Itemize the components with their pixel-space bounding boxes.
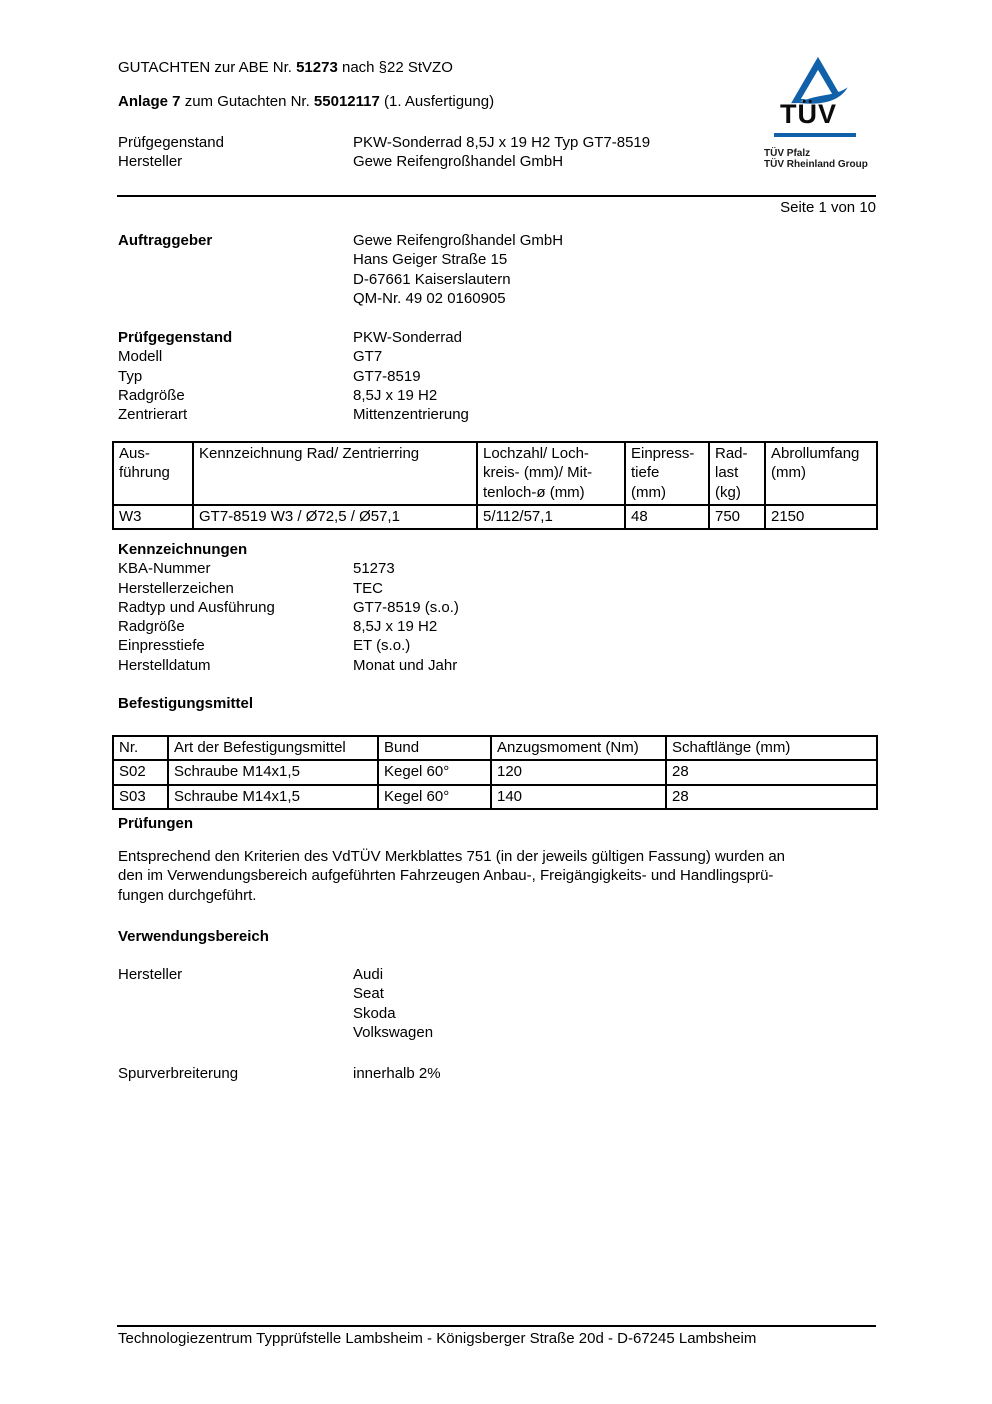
field-value: GT7-8519 (s.o.) xyxy=(353,598,459,616)
table-cell: GT7-8519 W3 / Ø72,5 / Ø57,1 xyxy=(193,505,477,529)
field-label: Prüfgegenstand xyxy=(118,134,224,151)
field-label: Zentrierart xyxy=(118,406,188,424)
table-cell: S03 xyxy=(113,785,168,809)
section-heading-verwendungsbereich: Verwendungsbereich xyxy=(118,928,269,945)
anlage-label: Anlage 7 xyxy=(118,93,181,110)
field-label: Typ xyxy=(118,367,143,385)
tuv-group-label: TÜV Rheinland Group xyxy=(764,159,868,170)
gutachten-number: 55012117 xyxy=(313,93,380,110)
field-value: PKW-Sonderrad xyxy=(353,329,462,346)
column-header: Bund xyxy=(378,736,491,760)
table-cell: Schraube M14x1,5 xyxy=(168,760,378,784)
footer-rule xyxy=(117,1325,876,1327)
section-heading-pruefungen: Prüfungen xyxy=(118,815,193,832)
anlage-mid: zum Gutachten Nr. xyxy=(180,93,314,110)
anlage-suffix: (1. Ausfertigung) xyxy=(379,93,495,110)
field-label: Einpresstiefe xyxy=(118,637,205,655)
column-header: Art der Befestigungsmittel xyxy=(168,736,378,760)
table-cell: 48 xyxy=(625,505,709,529)
section-kennzeichnungen xyxy=(118,540,758,675)
table-row xyxy=(113,785,877,809)
field-value: innerhalb 2% xyxy=(353,1065,441,1082)
table-cell: 28 xyxy=(666,785,877,809)
field-label: Spurverbreiterung xyxy=(118,1065,239,1082)
column-header: Abrollumfang (mm) xyxy=(765,442,877,505)
wheel-spec-table xyxy=(112,441,878,530)
field-value: GT7 xyxy=(353,348,383,366)
footer-address: Technologiezentrum Typprüfstelle Lambsheim - Königsberger Straße 20d - D-67245 Lambsheim xyxy=(118,1330,757,1347)
table-cell: W3 xyxy=(113,505,193,529)
title-suffix: nach §22 StVZO xyxy=(337,59,453,76)
tuv-pfalz-label: TÜV Pfalz xyxy=(764,148,811,159)
table-header-row xyxy=(113,736,877,760)
table-row xyxy=(113,760,877,784)
field-label: Modell xyxy=(118,348,163,366)
table-cell: 28 xyxy=(666,760,877,784)
field-value: GT7-8519 xyxy=(353,367,421,385)
field-label: Radtyp und Ausführung xyxy=(118,598,275,616)
abe-number: 51273 xyxy=(296,59,338,76)
field-value: Mittenzentrierung xyxy=(353,406,469,424)
tuv-wordmark: TÜV xyxy=(780,99,837,129)
fastener-table xyxy=(112,735,878,810)
field-value: PKW-Sonderrad 8,5J x 19 H2 Typ GT7-8519 xyxy=(353,134,651,151)
manufacturer-list: Audi Seat Skoda Volkswagen xyxy=(353,966,434,1041)
field-value: 51273 xyxy=(353,560,395,578)
field-value: 8,5J x 19 H2 xyxy=(353,386,438,404)
field-label: Radgröße xyxy=(118,618,185,636)
column-header: Anzugsmoment (Nm) xyxy=(491,736,666,760)
column-header: Lochzahl/ Loch- kreis- (mm)/ Mit- tenloch-ø (mm) xyxy=(477,442,625,505)
doc-title-line1 xyxy=(118,58,778,77)
header-rule xyxy=(117,195,876,197)
field-label: Hersteller xyxy=(118,153,183,171)
table-cell: Schraube M14x1,5 xyxy=(168,785,378,809)
section-heading-befestigungsmittel: Befestigungsmittel xyxy=(118,695,254,712)
table-cell: 120 xyxy=(491,760,666,784)
field-label: KBA-Nummer xyxy=(118,560,211,578)
column-header: Rad- last (kg) xyxy=(709,442,765,505)
verwendungsbereich-spur xyxy=(118,1064,758,1083)
tuv-triangle-icon xyxy=(786,55,850,105)
column-header: Nr. xyxy=(113,736,168,760)
field-value: Monat und Jahr xyxy=(353,656,458,674)
table-cell: S02 xyxy=(113,760,168,784)
field-value: Gewe Reifengroßhandel GmbH xyxy=(353,153,564,171)
pruefungen-paragraph: Entsprechend den Kriterien des VdTÜV Merkblattes 751 (in der jeweils gültigen Fassung) wurden an den im Verwendungsbereich aufgeführten Fahrzeugen Anbau-, Freigängigkeits- und Handlingsprü- fungen durchgeführt. xyxy=(118,848,786,904)
field-label: Radgröße xyxy=(118,386,185,404)
column-header: Kennzeichnung Rad/ Zentrierring xyxy=(193,442,477,505)
table-cell: Kegel 60° xyxy=(378,785,491,809)
table-cell: 5/112/57,1 xyxy=(477,505,625,529)
page-number: Seite 1 von 10 xyxy=(780,199,876,216)
field-label: Herstellerzeichen xyxy=(118,579,234,597)
table-cell: Kegel 60° xyxy=(378,760,491,784)
field-label: Hersteller xyxy=(118,966,183,983)
verwendungsbereich-hersteller xyxy=(118,965,758,1042)
tuv-logo xyxy=(762,55,878,173)
section-heading: Kennzeichnungen xyxy=(118,541,248,558)
column-header: Einpress- tiefe (mm) xyxy=(625,442,709,505)
client-address: Gewe Reifengroßhandel GmbH Hans Geiger Straße 15 D-67661 Kaiserslautern QM-Nr. 49 02 0160905 xyxy=(353,232,564,307)
table-cell: 140 xyxy=(491,785,666,809)
section-pruefgegenstand xyxy=(118,328,758,424)
field-value: 8,5J x 19 H2 xyxy=(353,618,438,636)
section-auftraggeber xyxy=(118,231,758,308)
header-subject-block xyxy=(118,133,758,172)
column-header: Schaftlänge (mm) xyxy=(666,736,877,760)
field-label: Herstelldatum xyxy=(118,656,211,674)
table-cell: 2150 xyxy=(765,505,877,529)
table-header-row xyxy=(113,442,877,505)
tuv-underline xyxy=(774,133,856,137)
table-row xyxy=(113,505,877,529)
field-value: TEC xyxy=(353,579,383,597)
section-heading: Auftraggeber xyxy=(118,232,213,249)
title-prefix: GUTACHTEN zur ABE Nr. xyxy=(118,59,297,76)
section-heading: Prüfgegenstand xyxy=(118,329,233,346)
column-header: Aus- führung xyxy=(113,442,193,505)
table-cell: 750 xyxy=(709,505,765,529)
doc-title-line2 xyxy=(118,92,778,111)
field-value: ET (s.o.) xyxy=(353,637,411,655)
